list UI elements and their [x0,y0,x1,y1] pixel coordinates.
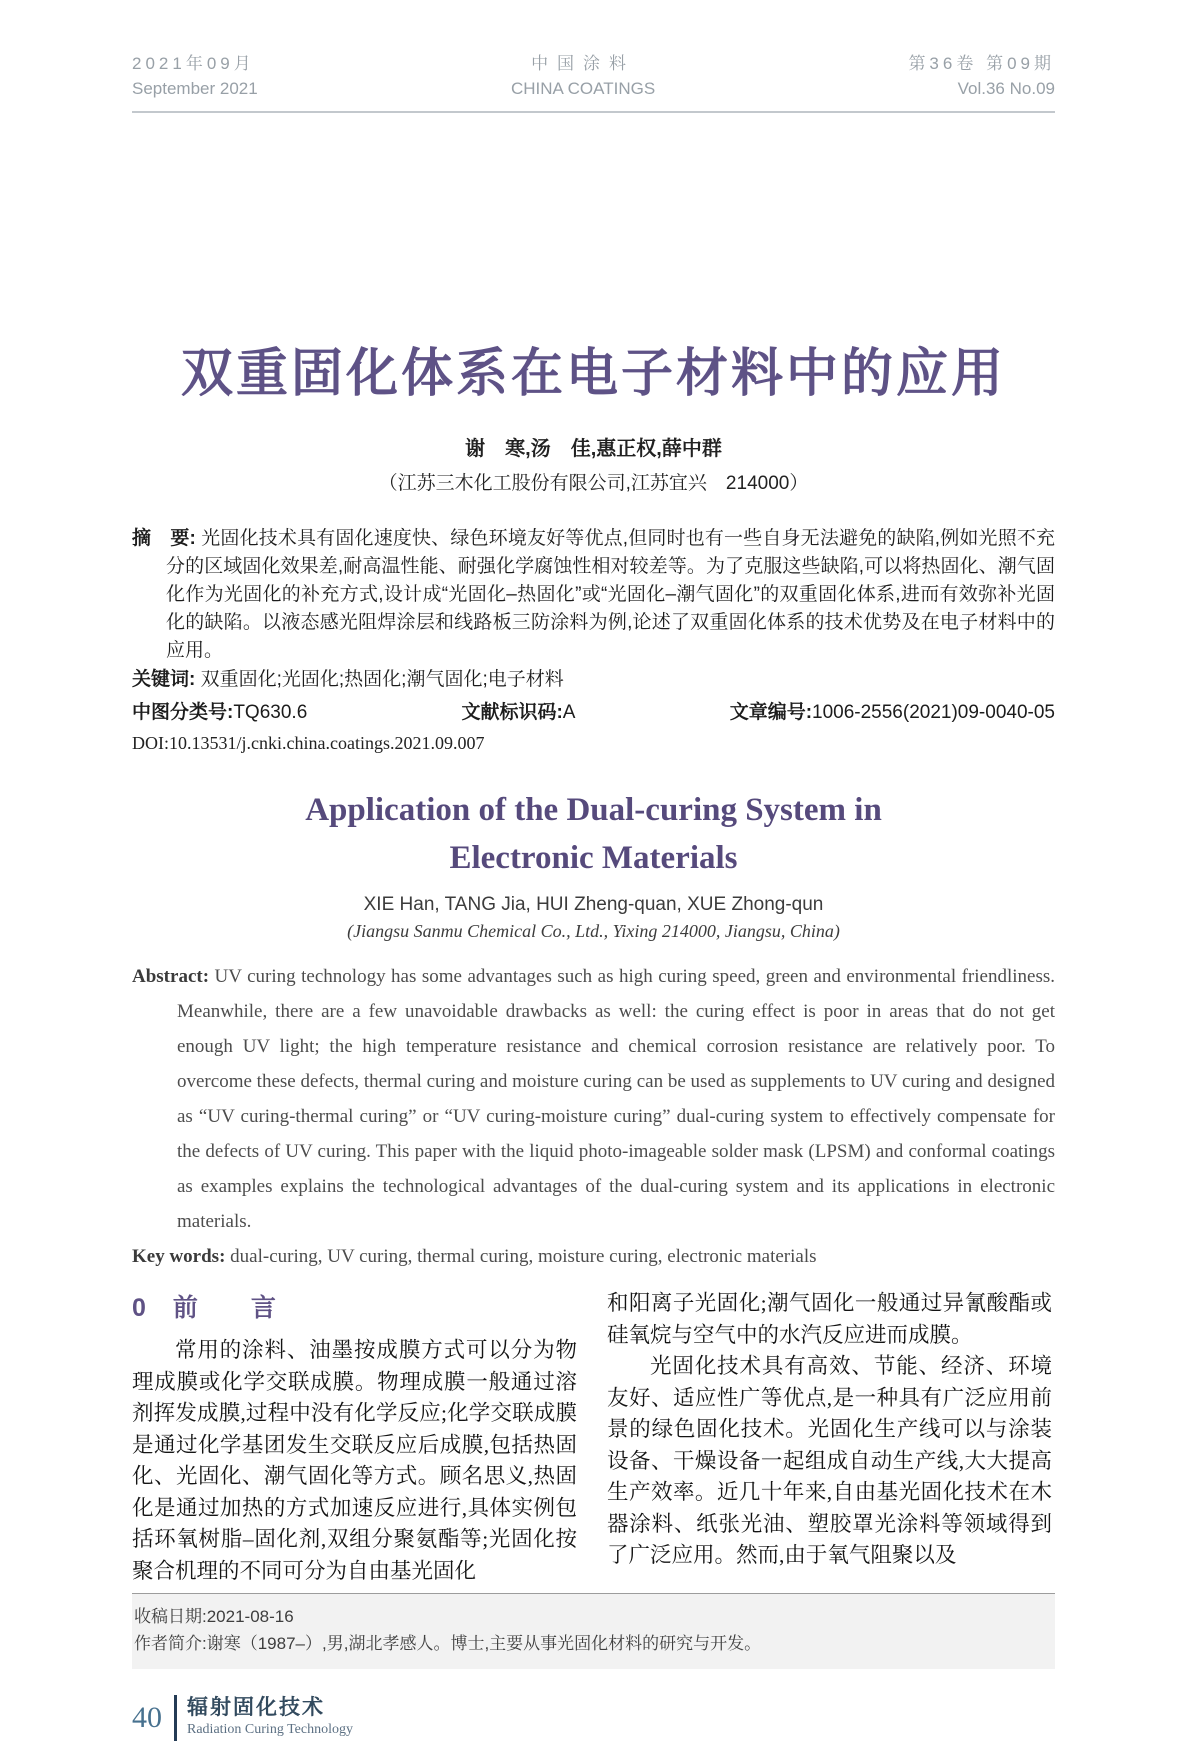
affiliation-en: (Jiangsu Sanmu Chemical Co., Ltd., Yixing 214000, Jiangsu, China) [347,921,840,942]
article-id [730,699,1055,727]
article-title-en [132,786,1055,882]
article-id-label: 文章编号: [729,702,813,724]
article-title-en-line1: Application of the Dual-curing System in [305,792,882,829]
header-date [132,52,258,101]
clc-value: TQ630.6 [233,702,308,724]
keywords-en [132,1242,1055,1272]
journal-header [132,52,1055,113]
abstract-en [132,959,1055,1239]
affiliation-zh: （江苏三木化工股份有限公司,江苏宜兴 214000） [378,473,809,495]
article-title-zh: 双重固化体系在电子材料中的应用 [180,345,1006,404]
abstract-zh-label: 摘 要: [132,528,196,550]
abstract-en-text: UV curing technology has some advantages such as high curing speed, green and environmental friendliness. Meanwhile, there are a few unavoidable drawbacks as well: the curing effect is poor in areas that do not get enough UV light; the high temperature resistance and chemical corrosion resistance are relatively poor. To overcome these defects, thermal curing and moisture curing can be used as supplements to UV curing and designed as “UV curing-thermal curing” or “UV curing-moisture curing” dual-curing system to effectively compensate for the defects of UV curing. This paper with the liquid photo-imageable solder mask (LPSM) and conformal coatings as examples explains the technological advantages of the dual-curing system and its applications in electronic materials. [177,966,1056,1233]
footnote [132,1593,1055,1669]
header-issue [908,52,1055,101]
section-0-title: 前 言 [172,1294,290,1323]
section-0-number: 0 [132,1294,147,1323]
authors-zh: 谢 寒,汤 佳,惠正权,薛中群 [465,438,722,461]
doc-code-value: A [562,702,576,724]
section-0-heading [132,1288,577,1324]
doc-code-label: 文献标识码: [461,702,563,724]
abstract-en-label: Abstract: [132,966,210,988]
body-paragraph: 和阳离子光固化;潮气固化一般通过异氰酸酯或硅氧烷与空气中的水汽反应进而成膜。 [607,1291,1052,1347]
footer-column-zh: 辐射固化技术 [187,1696,325,1720]
keywords-zh-text: 双重固化;光固化;热固化;潮气固化;电子材料 [200,669,564,691]
article-id-value: 1006-2556(2021)09-0040-05 [812,702,1055,724]
body-columns [132,1288,1055,1587]
header-date-zh: 2021年09月 [132,54,255,73]
body-paragraph: 常用的涂料、油墨按成膜方式可以分为物理成膜或化学交联成膜。物理成膜一般通过溶剂挥发成膜,过程中没有化学反应;化学交联成膜是通过化学基团发生交联反应后成膜,包括热固化、光固化、潮气固化等方式。顾名思义,热固化是通过加热的方式加速反应进行,具体实例包括环氧树脂–固化剂,双组分聚氨酯等;光固化按聚合机理的不同可分为自由基光固化 [132,1338,577,1583]
journal-name-en: CHINA COATINGS [510,78,656,98]
clc-label: 中图分类号: [132,702,234,724]
header-issue-en: Vol.36 No.09 [957,78,1055,98]
body-paragraph: 光固化技术具有高效、节能、经济、环境友好、适应性广等优点,是一种具有广泛应用前景的绿色固化技术。光固化生产线可以与涂装设备、干燥设备一起组成自动生产线,大大提高生产效率。近几十年来,自由基光固化技术在木器涂料、纸张光油、塑胶罩光涂料等领域得到了广泛应用。然而,由于氧气阻聚以及 [607,1354,1052,1568]
footer-column-en: Radiation Curing Technology [187,1722,353,1738]
received-date: 收稿日期:2021-08-16 [134,1607,294,1627]
classification-row [132,699,1055,727]
clc-number [132,699,307,727]
abstract-zh [132,525,1055,665]
body-left-column [132,1288,577,1587]
body-right-column [607,1288,1052,1587]
page-footer [132,1695,1055,1741]
keywords-en-label: Key words: [132,1246,226,1268]
author-bio: 作者简介:谢寒（1987–）,男,湖北孝感人。博士,主要从事光固化材料的研究与开发。 [134,1634,762,1654]
abstract-zh-text: 光固化技术具有固化速度快、绿色环境友好等优点,但同时也有一些自身无法避免的缺陷,例如光照不充分的区域固化效果差,耐高温性能、耐强化学腐蚀性相对较差等。为了克服这些缺陷,可以将热固化、潮气固化作为光固化的补充方式,设计成“光固化–热固化”或“光固化–潮气固化”的双重固化体系,进而有效弥补光固化的缺陷。以液态感光阻焊涂层和线路板三防涂料为例,论述了双重固化体系的技术优势及在电子材料中的应用。 [166,528,1056,662]
doc-code [461,699,575,727]
keywords-zh-label: 关键词: [132,669,196,691]
article-title-en-line2: Electronic Materials [449,840,738,877]
keywords-en-text: dual-curing, UV curing, thermal curing, moisture curing, electronic materials [230,1246,817,1268]
footer-column-block [187,1696,353,1740]
keywords-zh [132,666,1055,694]
journal-page [0,52,1187,1738]
header-issue-zh: 第36卷 第09期 [908,54,1055,73]
authors-en: XIE Han, TANG Jia, HUI Zheng-quan, XUE Zhong-qun [363,894,824,916]
header-date-en: September 2021 [132,78,258,98]
page-number: 40 [132,1701,162,1735]
doi: DOI:10.13531/j.cnki.china.coatings.2021.09.007 [132,733,485,754]
journal-name [511,52,655,101]
footer-divider-bar [174,1695,177,1741]
journal-name-zh: 中国涂料 [531,54,636,73]
